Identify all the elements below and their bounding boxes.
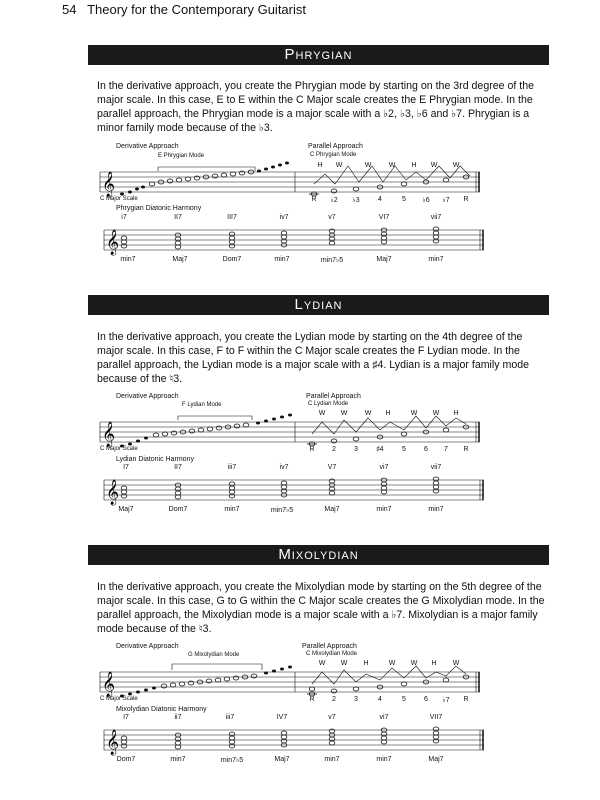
step-label: W bbox=[452, 162, 460, 169]
step-label: W bbox=[318, 410, 326, 417]
degree-label: R bbox=[463, 446, 469, 453]
degree-label: R bbox=[463, 196, 469, 203]
svg-text:𝄞: 𝄞 bbox=[102, 422, 116, 447]
chord-quality: Maj7 bbox=[428, 756, 444, 763]
step-label: W bbox=[410, 410, 418, 417]
chord-quality: min7 bbox=[428, 256, 444, 263]
section-heading-mixolydian: Mixolydian bbox=[88, 545, 549, 565]
degree-label: R bbox=[311, 196, 317, 203]
step-label: W bbox=[335, 162, 343, 169]
scale-staff bbox=[100, 420, 480, 448]
numeral: VII7 bbox=[429, 714, 443, 721]
numeral: iv7 bbox=[279, 214, 289, 221]
derivative-label: Derivative Approach bbox=[116, 643, 179, 650]
mode-bracket-label: F Lydian Mode bbox=[182, 402, 222, 408]
scale-staff bbox=[100, 670, 480, 698]
section-paragraph: In the derivative approach, you create the Lydian mode by starting on the 4th degree of the major scale. In this case, F to F within the C Major scale creates the F Lydian mode. In the parallel approach, the Lydian mode is a major scale with a ♯4. Lydian is a major family mode because of the ♮3. bbox=[97, 331, 530, 385]
svg-text:𝄞: 𝄞 bbox=[106, 230, 120, 255]
degree-label: 2 bbox=[332, 446, 336, 453]
running-header bbox=[62, 2, 306, 17]
derivative-label: Derivative Approach bbox=[116, 393, 179, 400]
step-label: W bbox=[340, 660, 348, 667]
chord-quality: min7 bbox=[376, 506, 392, 513]
degree-label: R bbox=[463, 696, 469, 703]
numeral: I7 bbox=[123, 714, 129, 721]
degree-label: 3 bbox=[354, 446, 358, 453]
numeral: V7 bbox=[327, 464, 337, 471]
step-label: H bbox=[431, 660, 437, 667]
chord-quality: min7♭5 bbox=[320, 257, 344, 264]
degree-label: R bbox=[309, 696, 315, 703]
section-heading-phrygian: Phrygian bbox=[88, 45, 549, 65]
step-label: W bbox=[340, 410, 348, 417]
parallel-label: Parallel Approach bbox=[308, 143, 363, 150]
degree-label: 5 bbox=[402, 446, 406, 453]
harmony-title: Mixolydian Diatonic Harmony bbox=[116, 706, 207, 713]
degree-label: ♭6 bbox=[422, 197, 430, 204]
numeral: vi7 bbox=[379, 714, 389, 721]
step-label: H bbox=[453, 410, 459, 417]
step-label: W bbox=[432, 410, 440, 417]
chord-quality: min7 bbox=[428, 506, 444, 513]
scale-staff bbox=[100, 170, 480, 198]
chord-quality: min7 bbox=[376, 756, 392, 763]
svg-text:𝄞: 𝄞 bbox=[106, 480, 120, 505]
numeral: v7 bbox=[328, 214, 336, 221]
numeral: VI7 bbox=[378, 214, 390, 221]
numeral: v7 bbox=[328, 714, 336, 721]
chord-quality: Maj7 bbox=[274, 756, 290, 763]
step-label: W bbox=[388, 660, 396, 667]
chord-quality: Maj7 bbox=[324, 506, 340, 513]
derivative-label: Derivative Approach bbox=[116, 143, 179, 150]
numeral: vii7 bbox=[430, 464, 442, 471]
chord-quality: Maj7 bbox=[376, 256, 392, 263]
chord-quality: Maj7 bbox=[118, 506, 134, 513]
numeral: II7 bbox=[174, 214, 182, 221]
degree-label: 6 bbox=[424, 446, 428, 453]
numeral: iii7 bbox=[225, 714, 235, 721]
section-paragraph: In the derivative approach, you create the Mixolydian mode by starting on the 5th degree of the major scale. In this case, G to G within the C Major scale creates the G Mixolydian mode. In the parallel approach, the Mixolydian mode is a major scale with a ♭7. Mixolydian is a major family mode because of the ♮3. bbox=[97, 581, 545, 635]
step-label: W bbox=[318, 660, 326, 667]
chord-quality: min7 bbox=[224, 506, 240, 513]
degree-label: 5 bbox=[402, 196, 406, 203]
harmony-staff bbox=[104, 478, 484, 505]
step-label: W bbox=[410, 660, 418, 667]
step-label: W bbox=[388, 162, 396, 169]
mode-bracket-label: E Phrygian Mode bbox=[158, 153, 205, 159]
chord-quality: min7 bbox=[120, 256, 136, 263]
harmony-title: Phrygian Diatonic Harmony bbox=[116, 205, 202, 212]
step-label: W bbox=[364, 162, 372, 169]
svg-text:𝄞: 𝄞 bbox=[102, 172, 116, 197]
chord-quality: Dom7 bbox=[222, 256, 242, 263]
numeral: i7 bbox=[121, 214, 127, 221]
parallel-mode-label: C Mixolydian Mode bbox=[306, 651, 358, 657]
parallel-label: Parallel Approach bbox=[302, 643, 357, 650]
degree-label: 7 bbox=[444, 446, 448, 453]
degree-label: 4 bbox=[378, 196, 382, 203]
chord-quality: min7 bbox=[324, 756, 340, 763]
degree-label: ♭2 bbox=[330, 197, 338, 204]
step-label: H bbox=[317, 162, 323, 169]
degree-label: ♭7 bbox=[442, 197, 450, 204]
degree-label: 6 bbox=[424, 696, 428, 703]
harmony-staff bbox=[104, 228, 484, 255]
numeral: II7 bbox=[174, 464, 182, 471]
svg-text:𝄞: 𝄞 bbox=[106, 730, 120, 755]
numeral: vii7 bbox=[430, 214, 442, 221]
degree-label: 3 bbox=[354, 696, 358, 703]
scale-label: C Major Scale bbox=[100, 696, 138, 702]
numeral: iii7 bbox=[227, 464, 237, 471]
step-label: H bbox=[363, 660, 369, 667]
degree-label: 2 bbox=[332, 696, 336, 703]
numeral: iv7 bbox=[279, 464, 289, 471]
book-title: Theory for the Contemporary Guitarist bbox=[87, 2, 306, 17]
chord-quality: Dom7 bbox=[168, 506, 188, 513]
harmony-title: Lydian Diatonic Harmony bbox=[116, 456, 194, 463]
degree-label: 5 bbox=[402, 696, 406, 703]
numeral: ii7 bbox=[174, 714, 182, 721]
chord-quality: Maj7 bbox=[172, 256, 188, 263]
svg-text:𝄞: 𝄞 bbox=[102, 672, 116, 697]
numeral: vi7 bbox=[379, 464, 389, 471]
parallel-mode-label: C Phrygian Mode bbox=[310, 152, 357, 158]
step-label: W bbox=[430, 162, 438, 169]
parallel-label: Parallel Approach bbox=[306, 393, 361, 400]
parallel-mode-label: C Lydian Mode bbox=[308, 401, 349, 407]
chord-quality: min7♭5 bbox=[220, 757, 244, 764]
degree-label: ♯4 bbox=[376, 446, 384, 453]
numeral: I7 bbox=[123, 464, 129, 471]
section-paragraph: In the derivative approach, you create the Phrygian mode by starting on the 3rd degree of the major scale. In this case, E to E within the C Major scale creates the E Phrygian mode. In the parallel approach, the Phrygian mode is a major scale with a ♭2, ♭3, ♭6 and ♭7. Phrygian is a minor family mode because of the ♭3. bbox=[97, 80, 534, 134]
mode-bracket-label: G Mixolydian Mode bbox=[188, 652, 240, 658]
dotted-rule bbox=[62, 18, 552, 23]
page-number: 54 bbox=[62, 2, 77, 17]
chord-quality: min7 bbox=[274, 256, 290, 263]
step-label: W bbox=[452, 660, 460, 667]
step-label: H bbox=[385, 410, 391, 417]
step-label: H bbox=[411, 162, 417, 169]
chord-quality: min7 bbox=[170, 756, 186, 763]
chord-quality: min7♭5 bbox=[270, 507, 294, 514]
degree-label: ♭3 bbox=[352, 197, 360, 204]
scale-label: C Major Scale bbox=[100, 196, 138, 202]
degree-label: R bbox=[309, 446, 315, 453]
numeral: IV7 bbox=[276, 714, 288, 721]
harmony-staff bbox=[104, 728, 484, 755]
scale-label: C Major Scale bbox=[100, 446, 138, 452]
chord-quality: Dom7 bbox=[116, 756, 136, 763]
section-heading-lydian: Lydian bbox=[88, 295, 549, 315]
degree-label: 4 bbox=[378, 696, 382, 703]
numeral: III7 bbox=[227, 214, 237, 221]
degree-label: ♭7 bbox=[442, 697, 450, 704]
step-label: W bbox=[364, 410, 372, 417]
